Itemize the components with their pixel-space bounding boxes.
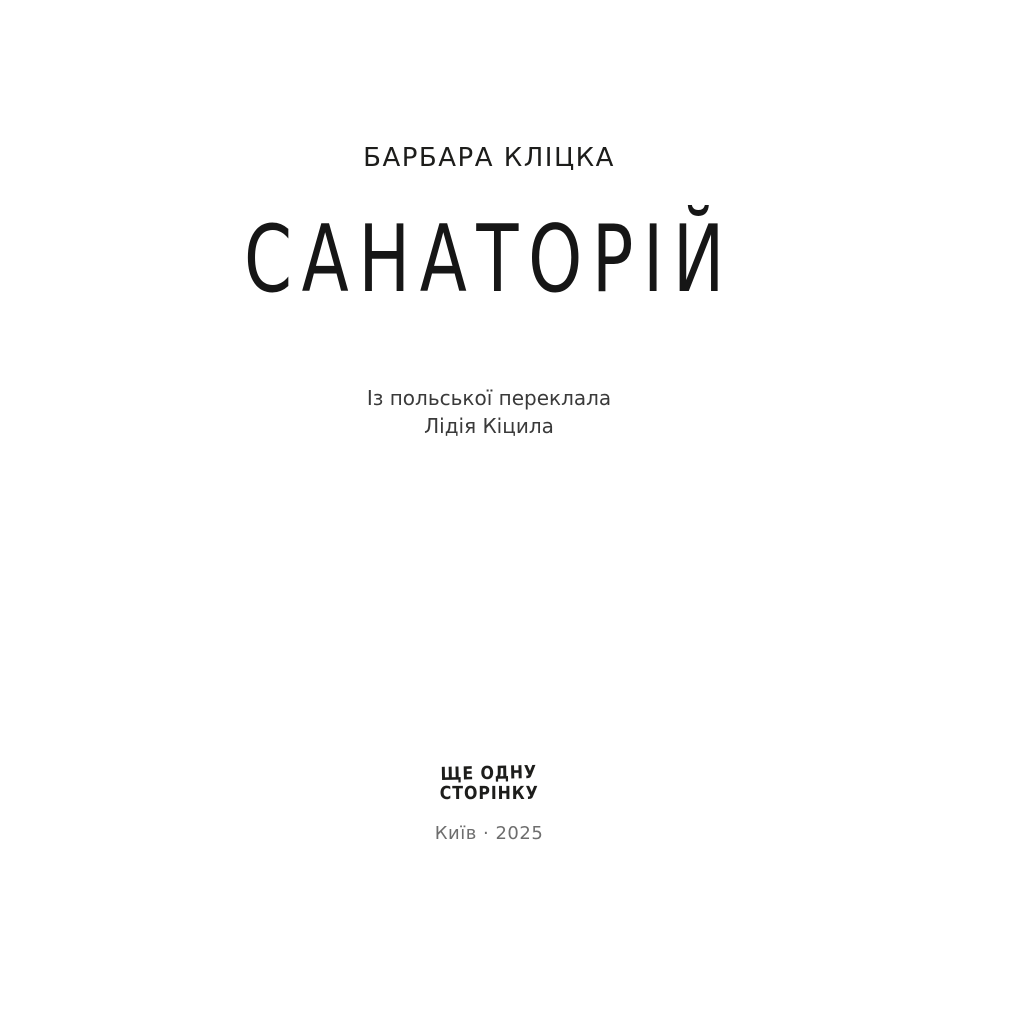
imprint-city-year: Київ · 2025: [434, 823, 544, 844]
author-name: БАРБАРА КЛІЦКА: [363, 143, 615, 173]
translation-credit: [0, 384, 1001, 440]
translation-credit-line2: Лідія Кіцила: [424, 414, 554, 438]
book-title: САНАТОРІЙ: [243, 205, 735, 313]
publisher-logo: [0, 753, 1001, 814]
publisher-logo-line1: ЩЕ ОДНУ: [440, 761, 538, 786]
publisher-logo-line2: СТОРІНКУ: [439, 782, 539, 805]
translation-credit-line1: Із польської переклала: [366, 386, 612, 410]
